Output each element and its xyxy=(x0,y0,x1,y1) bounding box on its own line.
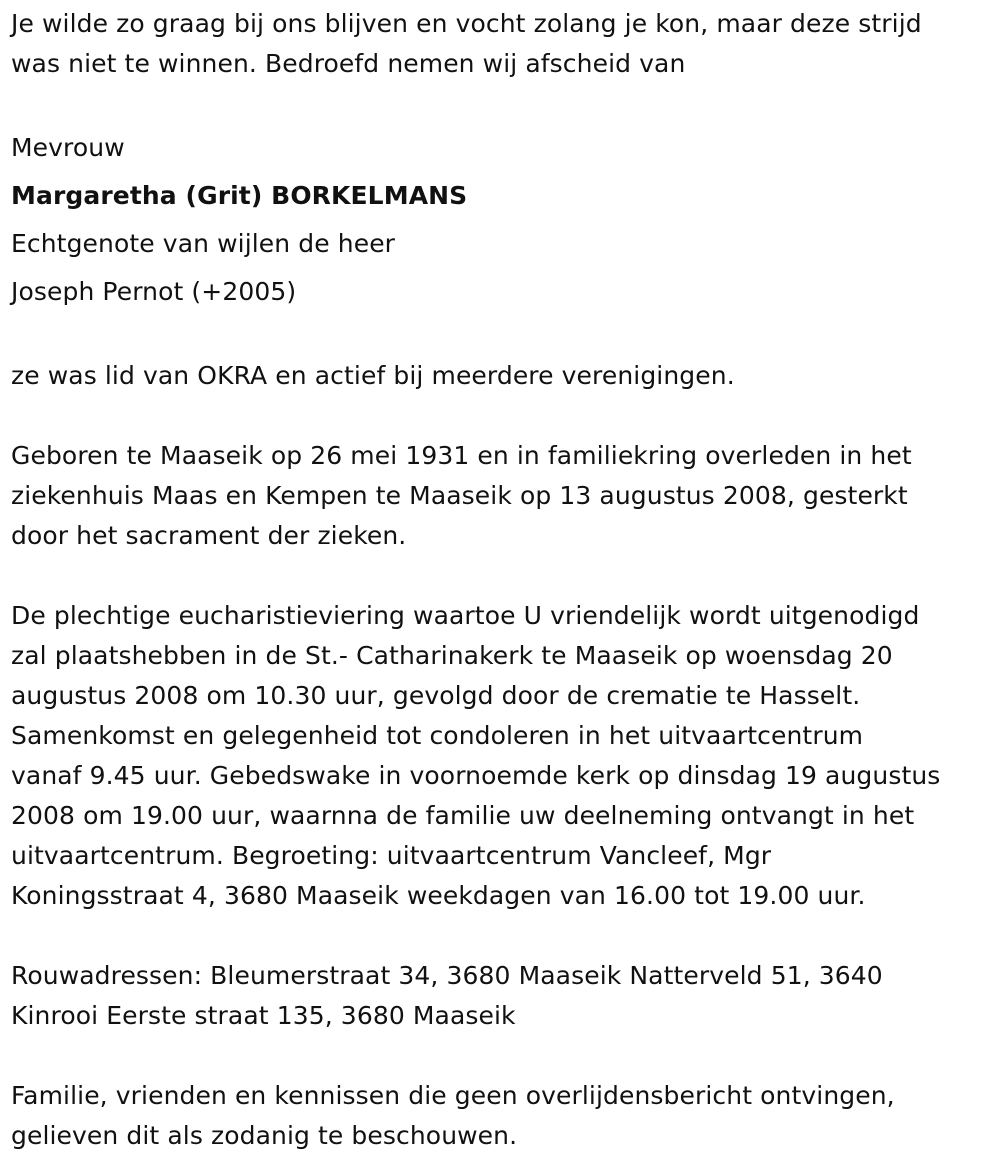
ceremony-line: augustus 2008 om 10.30 uur, gevolgd door de crematie te Hasselt. xyxy=(11,681,861,710)
ceremony-line: zal plaatshebben in de St.- Catharinakerk te Maaseik op woensdag 20 xyxy=(11,641,893,670)
paragraph-spacer xyxy=(11,916,991,956)
deceased-name: Margaretha (Grit) BORKELMANS xyxy=(11,181,468,210)
intro-paragraph xyxy=(11,4,991,84)
paragraph-spacer xyxy=(11,556,991,596)
ceremony-line: vanaf 9.45 uur. Gebedswake in voornoemde kerk op dinsdag 19 augustus xyxy=(11,761,941,790)
address-line: Rouwadressen: Bleumerstraat 34, 3680 Maaseik Natterveld 51, 3640 xyxy=(11,961,883,990)
ceremony-line: uitvaartcentrum. Begroeting: uitvaartcentrum Vancleef, Mgr xyxy=(11,841,772,870)
deceased-block xyxy=(11,124,991,316)
membership-line: ze was lid van OKRA en actief bij meerdere verenigingen. xyxy=(11,361,735,390)
closing-line: Familie, vrienden en kennissen die geen overlijdensbericht ontvingen, xyxy=(11,1081,895,1110)
ceremony-line: De plechtige eucharistieviering waartoe U vriendelijk wordt uitgenodigd xyxy=(11,601,920,630)
closing-line: gelieven dit als zodanig te beschouwen. xyxy=(11,1121,518,1150)
paragraph-spacer xyxy=(11,84,991,124)
birth-death-paragraph xyxy=(11,436,991,556)
addresses-paragraph xyxy=(11,956,991,1036)
ceremony-line: Koningsstraat 4, 3680 Maaseik weekdagen van 16.00 tot 19.00 uur. xyxy=(11,881,866,910)
birth-death-line: Geboren te Maaseik op 26 mei 1931 en in familiekring overleden in het xyxy=(11,441,912,470)
intro-line: was niet te winnen. Bedroefd nemen wij afscheid van xyxy=(11,49,686,78)
address-line: Kinrooi Eerste straat 135, 3680 Maaseik xyxy=(11,1001,516,1030)
obituary-notice xyxy=(11,4,991,1156)
relation-line: Echtgenote van wijlen de heer xyxy=(11,229,396,258)
birth-death-line: ziekenhuis Maas en Kempen te Maaseik op 13 augustus 2008, gesterkt xyxy=(11,481,908,510)
closing-paragraph xyxy=(11,1076,991,1156)
membership-paragraph xyxy=(11,356,991,396)
ceremony-line: 2008 om 19.00 uur, waarnna de familie uw deelneming ontvangt in het xyxy=(11,801,915,830)
paragraph-spacer xyxy=(11,1036,991,1076)
intro-line: Je wilde zo graag bij ons blijven en vocht zolang je kon, maar deze strijd xyxy=(11,9,922,38)
salutation: Mevrouw xyxy=(11,133,125,162)
ceremony-line: Samenkomst en gelegenheid tot condoleren in het uitvaartcentrum xyxy=(11,721,864,750)
paragraph-spacer xyxy=(11,316,991,356)
paragraph-spacer xyxy=(11,396,991,436)
birth-death-line: door het sacrament der zieken. xyxy=(11,521,407,550)
ceremony-paragraph xyxy=(11,596,991,916)
spouse-line: Joseph Pernot (+2005) xyxy=(11,277,297,306)
